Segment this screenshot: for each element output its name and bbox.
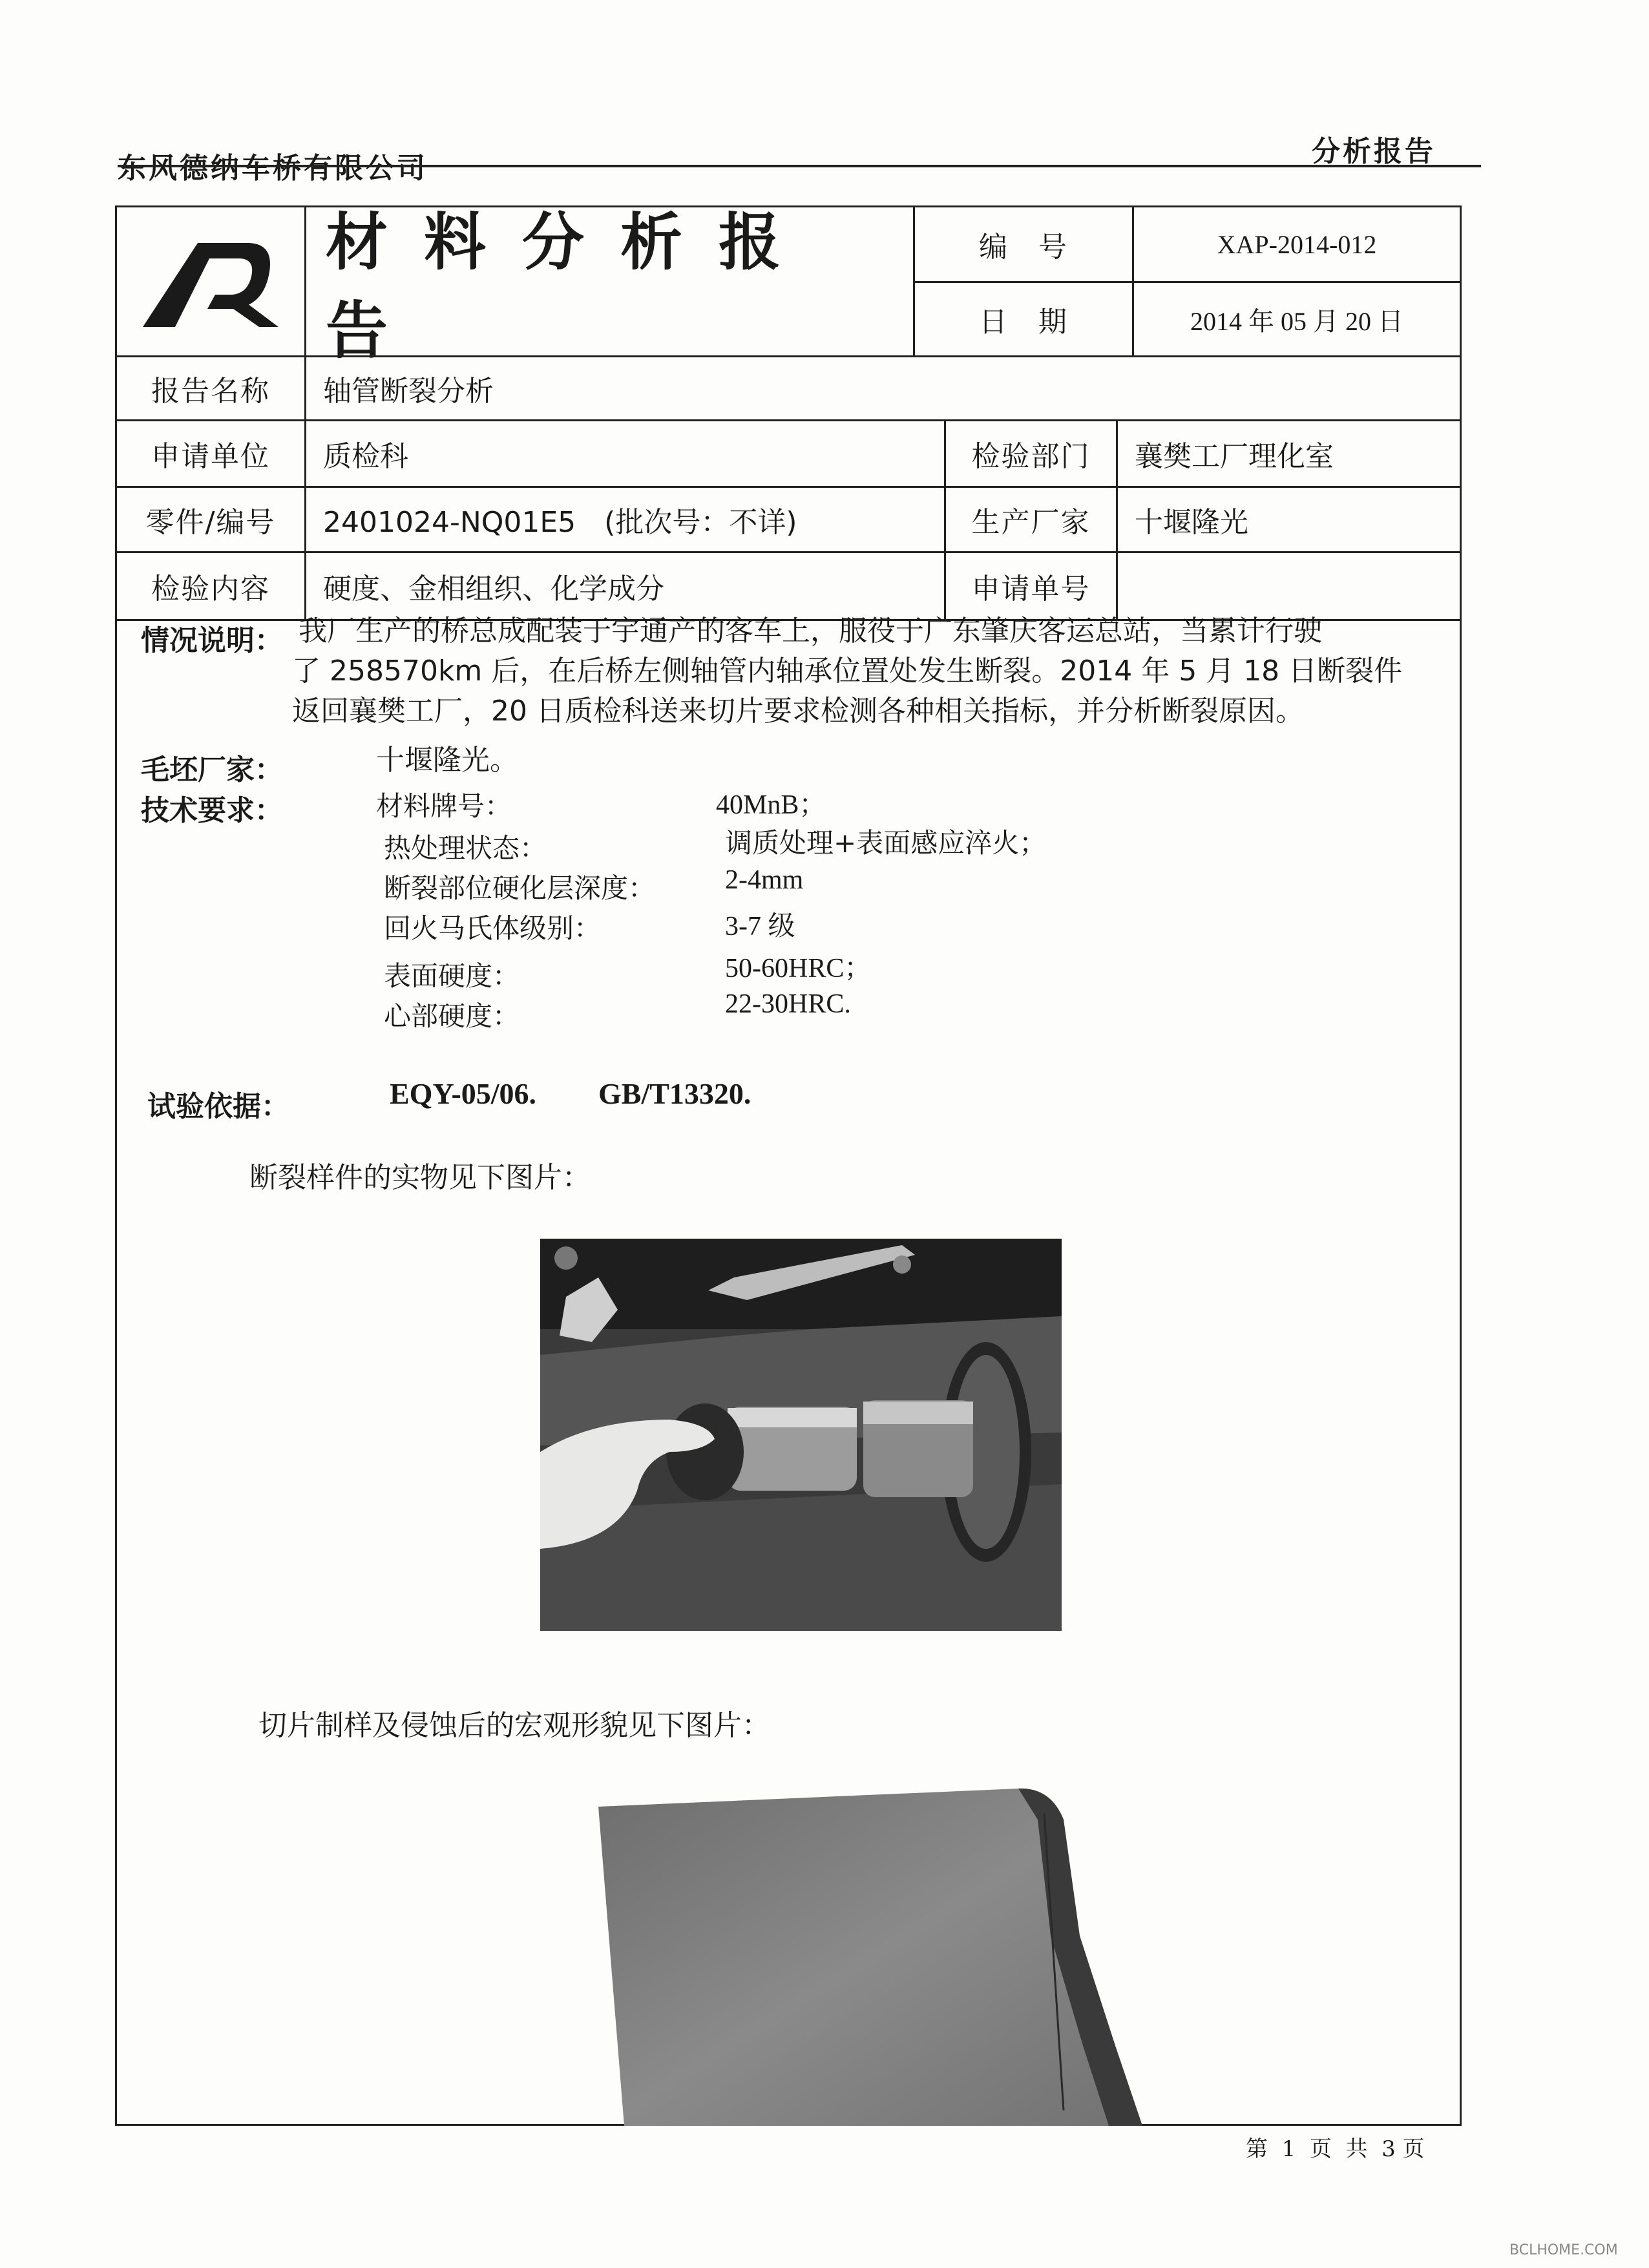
part-label: 零件/编号 <box>115 486 306 553</box>
report-name-label: 报告名称 <box>115 355 306 421</box>
spec-name: 断裂部位硬化层深度： <box>384 872 656 904</box>
request-no-label: 申请单号 <box>944 551 1118 621</box>
watermark: BCLHOME.COM <box>1509 2242 1618 2258</box>
code-value: XAP-2014-012 <box>1132 205 1462 283</box>
situation-label: 情况说明： <box>141 624 283 657</box>
spec-value: 50-60HRC； <box>725 954 872 983</box>
logo-cell <box>115 205 306 357</box>
request-no-value <box>1116 551 1462 621</box>
tech-req-label: 技术要求： <box>141 794 283 827</box>
company-name: 东风德纳车桥有限公司 <box>118 152 428 185</box>
report-name-value: 轴管断裂分析 <box>304 355 1462 421</box>
date-value: 2014 年 05 月 20 日 <box>1132 281 1462 357</box>
part-value: 2401024-NQ01E5 (批次号：不详) <box>304 486 946 553</box>
spec-name: 热处理状态： <box>384 832 547 864</box>
page-number: 第 1 页 共 3 页 <box>1246 2136 1425 2162</box>
spec-name: 材料牌号： <box>376 790 512 822</box>
spec-value: 调质处理+表面感应淬火； <box>725 827 1047 859</box>
fractured-part-photo <box>540 1239 1062 1631</box>
report-title: 材料分析报告 <box>304 205 915 357</box>
manufacturer-label: 生产厂家 <box>944 486 1118 553</box>
document-type: 分析报告 <box>1312 135 1436 168</box>
test-standard-1: EQY-05/06. <box>390 1077 537 1110</box>
applicant-label: 申请单位 <box>115 419 306 488</box>
situation-line-1: 我厂生产的桥总成配装于宇通产的客车上，服役于广东肇庆客运总站，当累计行驶 <box>299 614 1322 647</box>
blank-supplier-value: 十堰隆光。 <box>376 744 518 777</box>
spec-name: 表面硬度： <box>384 960 520 992</box>
situation-line-2: 了 258570km 后，在后桥左侧轴管内轴承位置处发生断裂。2014 年 5 月 18 日断裂件 <box>292 655 1403 688</box>
situation-line-3: 返回襄樊工厂，20 日质检科送来切片要求检测各种相关指标，并分析断裂原因。 <box>292 695 1304 728</box>
photo2-caption: 切片制样及侵蚀后的宏观形貌见下图片： <box>258 1709 770 1742</box>
inspection-dept-value: 襄樊工厂理化室 <box>1116 419 1462 488</box>
header-divider <box>118 165 1481 167</box>
situation-text <box>292 611 1462 731</box>
test-basis-label: 试验依据： <box>147 1090 289 1123</box>
blank-supplier-label: 毛坯厂家： <box>141 753 283 786</box>
applicant-value: 质检科 <box>304 419 946 488</box>
test-standard-2: GB/T13320. <box>598 1077 751 1110</box>
photo1-caption: 断裂样件的实物见下图片： <box>249 1161 591 1194</box>
macro-section-photo <box>598 1774 1142 2126</box>
spec-value: 2-4mm <box>725 865 804 895</box>
spec-name: 回火马氏体级别： <box>384 912 602 944</box>
company-logo <box>136 230 285 333</box>
content-value: 硬度、金相组织、化学成分 <box>304 551 946 621</box>
code-label: 编 号 <box>913 205 1134 283</box>
date-label: 日 期 <box>913 281 1134 357</box>
spec-name: 心部硬度： <box>384 1000 520 1032</box>
spec-value: 22-30HRC. <box>725 989 851 1019</box>
content-label: 检验内容 <box>115 551 306 621</box>
inspection-dept-label: 检验部门 <box>944 419 1118 488</box>
spec-value: 3-7 级 <box>725 912 795 941</box>
manufacturer-value: 十堰隆光 <box>1116 486 1462 553</box>
spec-value: 40MnB； <box>716 790 826 820</box>
